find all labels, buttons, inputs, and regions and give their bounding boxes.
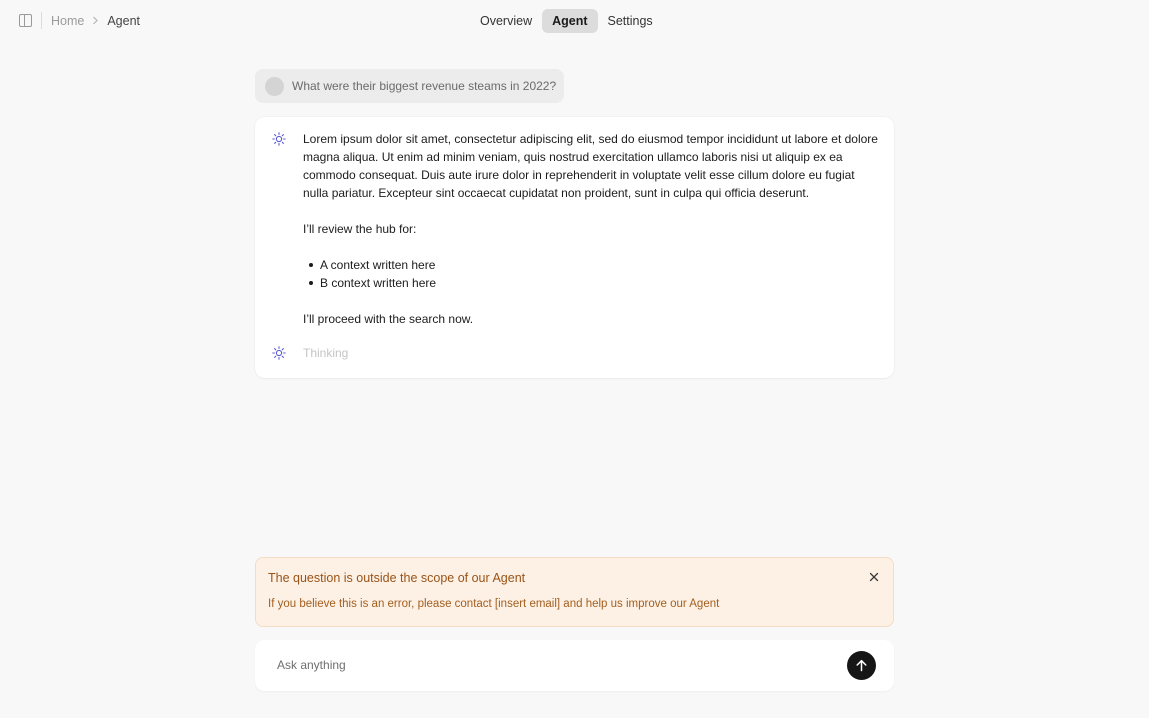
assistant-message (255, 117, 894, 378)
user-message (255, 69, 564, 103)
breadcrumb-current: Agent (107, 14, 141, 28)
avatar (265, 77, 284, 96)
send-button[interactable] (847, 651, 876, 680)
list-item: A context written here (309, 256, 878, 274)
sun-icon (272, 132, 286, 146)
composer (255, 640, 894, 691)
tab-settings[interactable]: Settings (607, 14, 653, 28)
assistant-bullet-list (303, 256, 878, 292)
thinking-status: Thinking (303, 346, 349, 360)
breadcrumb-home-link[interactable]: Home (51, 14, 85, 28)
sun-icon (272, 346, 286, 360)
assistant-paragraph: I’ll review the hub for: (303, 222, 417, 236)
chevron-right-icon (92, 13, 99, 29)
tab-overview[interactable]: Overview (480, 14, 533, 28)
list-item: B context written here (309, 274, 878, 292)
chat-input[interactable] (277, 652, 837, 678)
scope-alert (255, 557, 894, 627)
breadcrumb (51, 13, 140, 29)
arrow-up-icon (855, 659, 868, 672)
alert-description: If you believe this is an error, please contact [insert email] and help us improve our Agent (268, 598, 720, 610)
assistant-paragraph: I’ll proceed with the search now. (303, 312, 474, 326)
user-message-text: What were their biggest revenue steams in 2022? (292, 79, 557, 93)
alert-title: The question is outside the scope of our Agent (268, 571, 526, 585)
close-icon[interactable] (868, 571, 880, 583)
tab-agent[interactable]: Agent (542, 9, 597, 33)
top-bar (0, 0, 1149, 42)
assistant-message-body (303, 130, 878, 346)
assistant-paragraph: Lorem ipsum dolor sit amet, consectetur adipiscing elit, sed do eiusmod tempor incididunt ut labore et dolore magna aliqua. Ut enim ad minim veniam, quis nostrud exercitation ullamco laboris nisi ut aliquip ex ea commodo consequat. Duis aute irure dolor in reprehenderit in voluptate velit esse cillum dolore eu fugiat nulla pariatur. Excepteur sint occaecat cupidatat non proident, sunt in culpa qui officia deserunt. (303, 132, 878, 200)
header-divider (41, 12, 42, 29)
sidebar-toggle-icon[interactable] (19, 14, 32, 27)
tab-bar (471, 9, 662, 33)
